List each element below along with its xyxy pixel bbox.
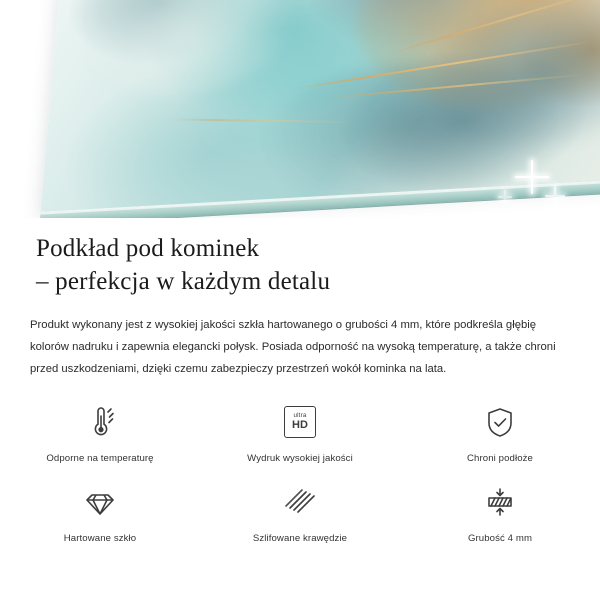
- feature-label: Szlifowane krawędzie: [252, 533, 348, 544]
- page-title: [0, 218, 600, 298]
- glass-print-surface: [40, 0, 600, 214]
- diamond-icon: [80, 480, 120, 524]
- glass-panel: [39, 0, 600, 218]
- feature-label: Hartowane szkło: [63, 533, 137, 544]
- feature-polished-edges: [200, 472, 400, 552]
- ultra-hd-icon: [284, 400, 316, 444]
- feature-label: Wydruk wysokiej jakości: [247, 453, 353, 464]
- shield-check-icon: [480, 400, 520, 444]
- page-title-line-1: Podkład pod kominek: [36, 235, 260, 262]
- feature-label: Odporne na temperaturę: [46, 453, 154, 464]
- feature-print-quality: [200, 392, 400, 472]
- thickness-arrows-icon: [480, 480, 520, 524]
- feature-label: Grubość 4 mm: [467, 533, 533, 544]
- feature-temperature-resistant: [0, 392, 200, 472]
- thermometer-icon: [80, 400, 120, 444]
- ultra-hd-top-label: ultra: [293, 411, 307, 419]
- feature-tempered-glass: [0, 472, 200, 552]
- polished-edge-icon: [280, 480, 320, 524]
- hero-product-image: [0, 0, 600, 218]
- page-title-line-2: – perfekcja w każdym detalu: [36, 268, 331, 295]
- description-paragraph: Produkt wykonany jest z wysokiej jakości szkła hartowanego o grubości 4 mm, które podkreśla głębię kolorów nadruku i zapewnia elegancki połysk. Posiada odporność na wysoką temperaturę, a także chroni przed uszkodzeniami, dzięki czemu zabezpieczy przestrzeń wokół kominka na lata.: [30, 319, 556, 376]
- feature-grid: [0, 392, 600, 552]
- feature-thickness: [400, 472, 600, 552]
- ultra-hd-bottom-label: HD: [292, 419, 308, 432]
- feature-label: Chroni podłoże: [467, 453, 533, 464]
- feature-surface-protection: [400, 392, 600, 472]
- text-content: [0, 218, 600, 380]
